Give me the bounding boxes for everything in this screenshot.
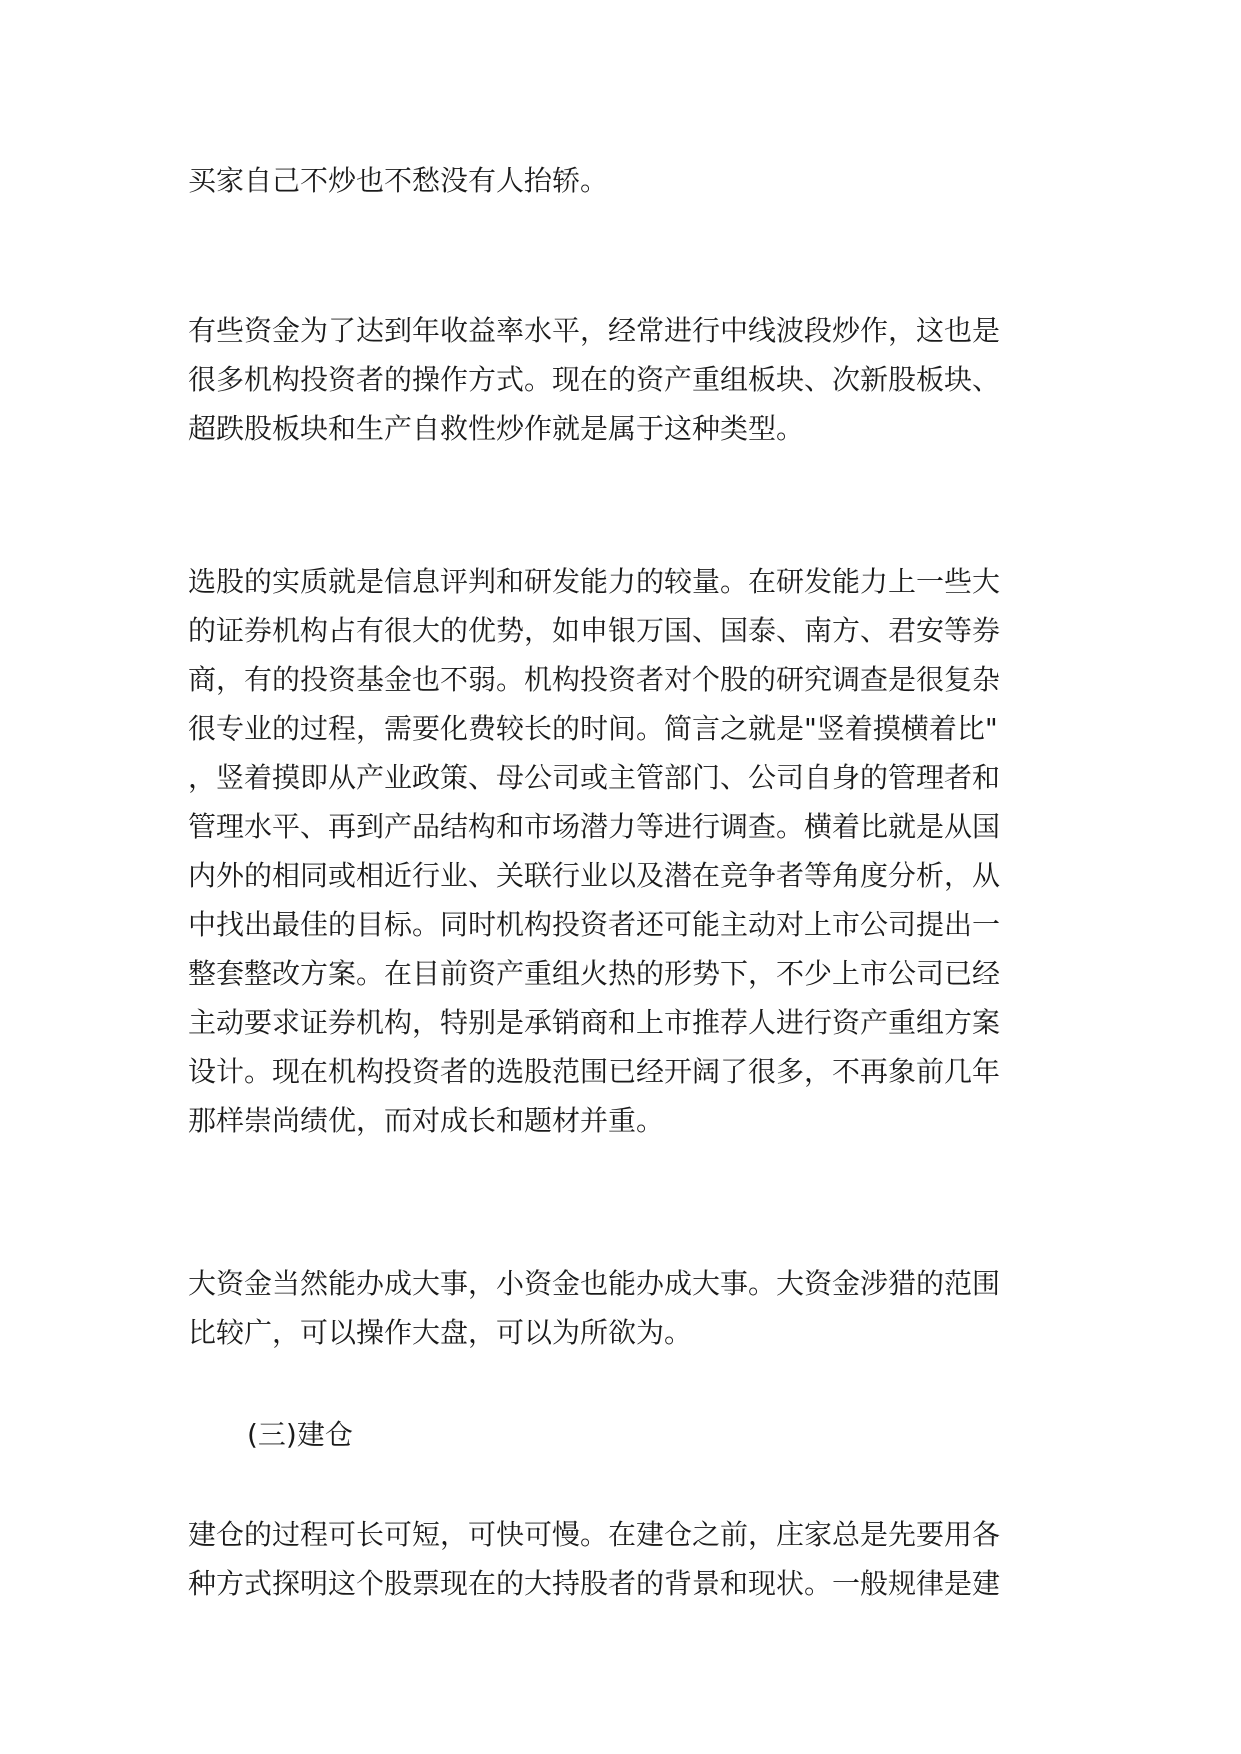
paragraph-line: 种方式探明这个股票现在的大持股者的背景和现状。一般规律是建	[188, 1567, 1001, 1600]
paragraph-line: 大资金当然能办成大事，小资金也能办成大事。大资金涉猎的范围	[188, 1267, 1001, 1300]
paragraph-line: 商，有的投资基金也不弱。机构投资者对个股的研究调查是很复杂	[188, 663, 1001, 696]
paragraph-4	[188, 1259, 1048, 1357]
paragraph-line: 建仓的过程可长可短，可快可慢。在建仓之前，庄家总是先要用各	[188, 1518, 1001, 1551]
paragraph-line: 整套整改方案。在目前资产重组火热的形势下，不少上市公司已经	[188, 957, 1001, 990]
section-heading-text: (三)建仓	[247, 1418, 353, 1451]
paragraph-line: ，竖着摸即从产业政策、母公司或主管部门、公司自身的管理者和	[188, 761, 1001, 794]
paragraph-line: 内外的相同或相近行业、关联行业以及潜在竞争者等角度分析，从	[188, 859, 1001, 892]
paragraph-line: 有些资金为了达到年收益率水平，经常进行中线波段炒作，这也是	[188, 314, 1001, 347]
paragraph-line: 比较广，可以操作大盘，可以为所欲为。	[188, 1316, 693, 1349]
paragraph-line: 主动要求证券机构，特别是承销商和上市推荐人进行资产重组方案	[188, 1006, 1001, 1039]
paragraph-3	[188, 557, 1048, 1145]
paragraph-2	[188, 306, 1048, 453]
paragraph-line: 很专业的过程，需要化费较长的时间。简言之就是"竖着摸横着比"	[188, 712, 998, 745]
paragraph-line: 超跌股板块和生产自救性炒作就是属于这种类型。	[188, 412, 805, 445]
paragraph-line: 中找出最佳的目标。同时机构投资者还可能主动对上市公司提出一	[188, 908, 1001, 941]
paragraph-line: 很多机构投资者的操作方式。现在的资产重组板块、次新股板块、	[188, 363, 1001, 396]
paragraph-line: 选股的实质就是信息评判和研发能力的较量。在研发能力上一些大	[188, 565, 1001, 598]
paragraph-line: 管理水平、再到产品结构和市场潜力等进行调查。横着比就是从国	[188, 810, 1001, 843]
paragraph-5	[188, 1510, 1048, 1608]
section-heading	[247, 1410, 1107, 1459]
paragraph-line: 那样崇尚绩优，而对成长和题材并重。	[188, 1104, 665, 1137]
paragraph-line: 买家自己不炒也不愁没有人抬轿。	[188, 164, 609, 197]
paragraph-1	[188, 156, 1048, 205]
paragraph-line: 的证券机构占有很大的优势，如申银万国、国泰、南方、君安等券	[188, 614, 1001, 647]
paragraph-line: 设计。现在机构投资者的选股范围已经开阔了很多，不再象前几年	[188, 1055, 1001, 1088]
